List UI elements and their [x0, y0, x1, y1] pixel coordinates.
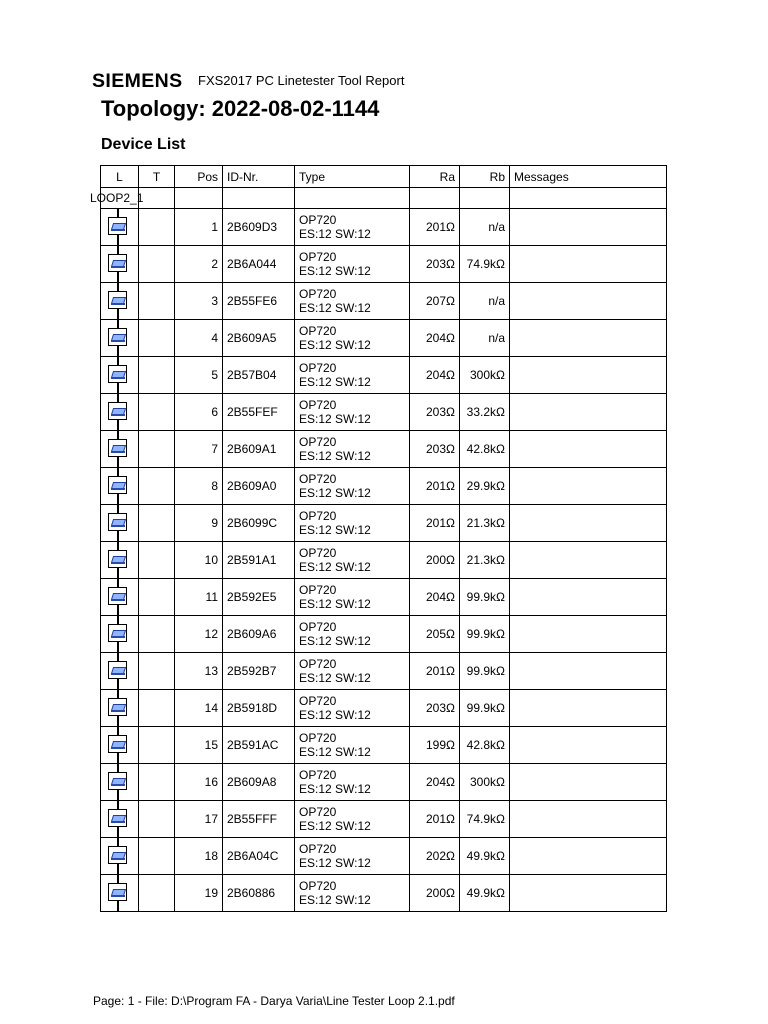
- pos-cell: 14: [175, 690, 223, 727]
- table-row: [101, 690, 667, 727]
- device-icon: [108, 365, 127, 383]
- ra-cell: 204Ω: [410, 764, 460, 801]
- ra-cell: 201Ω: [410, 801, 460, 838]
- id-cell: 2B591A1: [223, 542, 295, 579]
- pos-cell: 7: [175, 431, 223, 468]
- rb-cell: 49.9kΩ: [460, 838, 510, 875]
- ra-cell: 201Ω: [410, 209, 460, 246]
- device-icon: [108, 476, 127, 494]
- loop-line-cell: [101, 394, 139, 431]
- ra-cell: 201Ω: [410, 505, 460, 542]
- table-row: [101, 431, 667, 468]
- type-version: ES:12 SW:12: [299, 264, 371, 278]
- column-header: Ra: [410, 166, 460, 188]
- ra-cell: 203Ω: [410, 246, 460, 283]
- pos-cell: 13: [175, 653, 223, 690]
- type-cell: [295, 616, 410, 653]
- table-row: [101, 283, 667, 320]
- loop-line-cell: [101, 875, 139, 912]
- ra-cell: 204Ω: [410, 579, 460, 616]
- device-icon: [108, 254, 127, 272]
- type-name: OP720: [299, 435, 337, 449]
- type-version: ES:12 SW:12: [299, 597, 371, 611]
- rb-cell: n/a: [460, 283, 510, 320]
- message-cell: [510, 838, 667, 875]
- type-name: OP720: [299, 546, 337, 560]
- type-name: OP720: [299, 731, 337, 745]
- type-cell: [295, 283, 410, 320]
- rb-cell: 99.9kΩ: [460, 690, 510, 727]
- rb-cell: 300kΩ: [460, 357, 510, 394]
- t-cell: [139, 616, 175, 653]
- type-cell: [295, 801, 410, 838]
- pos-cell: 1: [175, 209, 223, 246]
- t-cell: [139, 394, 175, 431]
- device-icon: [108, 661, 127, 679]
- rb-cell: 99.9kΩ: [460, 616, 510, 653]
- type-name: OP720: [299, 324, 337, 338]
- pos-cell: 2: [175, 246, 223, 283]
- device-icon: [108, 513, 127, 531]
- message-cell: [510, 690, 667, 727]
- type-version: ES:12 SW:12: [299, 560, 371, 574]
- message-cell: [510, 505, 667, 542]
- message-cell: [510, 727, 667, 764]
- device-icon: [108, 698, 127, 716]
- message-cell: [510, 653, 667, 690]
- t-cell: [139, 764, 175, 801]
- message-cell: [510, 616, 667, 653]
- rb-cell: 74.9kΩ: [460, 801, 510, 838]
- device-icon: [108, 772, 127, 790]
- report-title: FXS2017 PC Linetester Tool Report: [198, 73, 405, 88]
- page-footer: Page: 1 - File: D:\Program FA - Darya Varia\Line Tester Loop 2.1.pdf: [93, 994, 455, 1008]
- ra-cell: 202Ω: [410, 838, 460, 875]
- type-version: ES:12 SW:12: [299, 856, 371, 870]
- device-icon: [108, 735, 127, 753]
- loop-row: [101, 188, 667, 209]
- table-row: [101, 764, 667, 801]
- rb-cell: 21.3kΩ: [460, 542, 510, 579]
- device-icon: [108, 809, 127, 827]
- rb-cell: 42.8kΩ: [460, 431, 510, 468]
- type-version: ES:12 SW:12: [299, 745, 371, 759]
- loop-line-cell: [101, 727, 139, 764]
- loop-line-cell: [101, 690, 139, 727]
- loop-line-cell: [101, 246, 139, 283]
- loop-cell: [90, 188, 144, 209]
- table-row: [101, 246, 667, 283]
- table-row: [101, 394, 667, 431]
- device-icon: [108, 328, 127, 346]
- table-row: [101, 838, 667, 875]
- ra-cell: 200Ω: [410, 542, 460, 579]
- empty-cell: [223, 188, 295, 209]
- column-header: Rb: [460, 166, 510, 188]
- empty-cell: [139, 188, 175, 209]
- ra-cell: 204Ω: [410, 320, 460, 357]
- rb-cell: 42.8kΩ: [460, 727, 510, 764]
- id-cell: 2B609A1: [223, 431, 295, 468]
- id-cell: 2B609A5: [223, 320, 295, 357]
- type-name: OP720: [299, 620, 337, 634]
- type-name: OP720: [299, 694, 337, 708]
- loop-line-cell: [101, 468, 139, 505]
- type-name: OP720: [299, 805, 337, 819]
- type-cell: [295, 875, 410, 912]
- pos-cell: 15: [175, 727, 223, 764]
- type-name: OP720: [299, 361, 337, 375]
- empty-cell: [510, 188, 667, 209]
- type-cell: [295, 468, 410, 505]
- type-cell: [295, 727, 410, 764]
- type-version: ES:12 SW:12: [299, 819, 371, 833]
- id-cell: 2B591AC: [223, 727, 295, 764]
- device-icon: [108, 883, 127, 901]
- message-cell: [510, 801, 667, 838]
- message-cell: [510, 394, 667, 431]
- table-row: [101, 542, 667, 579]
- pos-cell: 12: [175, 616, 223, 653]
- type-cell: [295, 320, 410, 357]
- type-name: OP720: [299, 842, 337, 856]
- type-name: OP720: [299, 583, 337, 597]
- empty-cell: [410, 188, 460, 209]
- type-cell: [295, 209, 410, 246]
- message-cell: [510, 431, 667, 468]
- table-row: [101, 875, 667, 912]
- type-cell: [295, 690, 410, 727]
- type-cell: [295, 505, 410, 542]
- id-cell: 2B609A8: [223, 764, 295, 801]
- loop-line-cell: [101, 838, 139, 875]
- device-icon: [108, 846, 127, 864]
- table-row: [101, 505, 667, 542]
- t-cell: [139, 653, 175, 690]
- device-icon: [108, 402, 127, 420]
- id-cell: 2B6A04C: [223, 838, 295, 875]
- empty-cell: [295, 188, 410, 209]
- table-row: [101, 653, 667, 690]
- t-cell: [139, 838, 175, 875]
- type-version: ES:12 SW:12: [299, 338, 371, 352]
- table-row: [101, 209, 667, 246]
- message-cell: [510, 357, 667, 394]
- device-icon: [108, 291, 127, 309]
- t-cell: [139, 579, 175, 616]
- column-header: ID-Nr.: [223, 166, 295, 188]
- message-cell: [510, 579, 667, 616]
- pos-cell: 6: [175, 394, 223, 431]
- ra-cell: 207Ω: [410, 283, 460, 320]
- pos-cell: 16: [175, 764, 223, 801]
- device-icon: [108, 587, 127, 605]
- message-cell: [510, 320, 667, 357]
- device-icon: [108, 550, 127, 568]
- id-cell: 2B55FE6: [223, 283, 295, 320]
- message-cell: [510, 209, 667, 246]
- rb-cell: 33.2kΩ: [460, 394, 510, 431]
- pos-cell: 10: [175, 542, 223, 579]
- pos-cell: 19: [175, 875, 223, 912]
- pos-cell: 4: [175, 320, 223, 357]
- type-name: OP720: [299, 657, 337, 671]
- pos-cell: 5: [175, 357, 223, 394]
- type-name: OP720: [299, 472, 337, 486]
- loop-line-cell: [101, 283, 139, 320]
- t-cell: [139, 320, 175, 357]
- type-name: OP720: [299, 879, 337, 893]
- rb-cell: n/a: [460, 209, 510, 246]
- loop-line-cell: [101, 801, 139, 838]
- t-cell: [139, 505, 175, 542]
- id-cell: 2B609A0: [223, 468, 295, 505]
- t-cell: [139, 283, 175, 320]
- type-cell: [295, 653, 410, 690]
- rb-cell: 49.9kΩ: [460, 875, 510, 912]
- table-header-row: [101, 166, 667, 188]
- type-version: ES:12 SW:12: [299, 708, 371, 722]
- device-icon: [108, 624, 127, 642]
- loop-line-cell: [101, 505, 139, 542]
- message-cell: [510, 283, 667, 320]
- table-row: [101, 357, 667, 394]
- id-cell: 2B592B7: [223, 653, 295, 690]
- t-cell: [139, 431, 175, 468]
- ra-cell: 203Ω: [410, 394, 460, 431]
- type-cell: [295, 542, 410, 579]
- t-cell: [139, 727, 175, 764]
- loop-line-cell: [101, 320, 139, 357]
- ra-cell: 204Ω: [410, 357, 460, 394]
- type-name: OP720: [299, 768, 337, 782]
- message-cell: [510, 246, 667, 283]
- t-cell: [139, 690, 175, 727]
- id-cell: 2B55FEF: [223, 394, 295, 431]
- t-cell: [139, 357, 175, 394]
- column-header: Messages: [510, 166, 667, 188]
- table-row: [101, 468, 667, 505]
- loop-line-cell: [101, 431, 139, 468]
- table-row: [101, 801, 667, 838]
- message-cell: [510, 875, 667, 912]
- type-version: ES:12 SW:12: [299, 634, 371, 648]
- message-cell: [510, 764, 667, 801]
- type-cell: [295, 579, 410, 616]
- type-version: ES:12 SW:12: [299, 301, 371, 315]
- device-list-table: [90, 165, 667, 912]
- type-version: ES:12 SW:12: [299, 227, 371, 241]
- pos-cell: 17: [175, 801, 223, 838]
- pos-cell: 9: [175, 505, 223, 542]
- type-version: ES:12 SW:12: [299, 782, 371, 796]
- t-cell: [139, 209, 175, 246]
- rb-cell: 99.9kΩ: [460, 653, 510, 690]
- empty-cell: [175, 188, 223, 209]
- ra-cell: 201Ω: [410, 468, 460, 505]
- id-cell: 2B6099C: [223, 505, 295, 542]
- t-cell: [139, 246, 175, 283]
- id-cell: 2B609A6: [223, 616, 295, 653]
- type-version: ES:12 SW:12: [299, 412, 371, 426]
- ra-cell: 199Ω: [410, 727, 460, 764]
- type-cell: [295, 357, 410, 394]
- type-name: OP720: [299, 213, 337, 227]
- device-icon: [108, 439, 127, 457]
- siemens-logo: SIEMENS: [92, 70, 183, 92]
- type-cell: [295, 431, 410, 468]
- id-cell: 2B592E5: [223, 579, 295, 616]
- pos-cell: 3: [175, 283, 223, 320]
- t-cell: [139, 542, 175, 579]
- rb-cell: 74.9kΩ: [460, 246, 510, 283]
- type-cell: [295, 838, 410, 875]
- empty-cell: [460, 188, 510, 209]
- section-title: Device List: [101, 136, 186, 153]
- table-row: [101, 616, 667, 653]
- loop-line-cell: [101, 764, 139, 801]
- loop-line-cell: [101, 209, 139, 246]
- type-version: ES:12 SW:12: [299, 893, 371, 907]
- type-name: OP720: [299, 509, 337, 523]
- table-row: [101, 579, 667, 616]
- type-name: OP720: [299, 398, 337, 412]
- type-version: ES:12 SW:12: [299, 375, 371, 389]
- loop-line-cell: [101, 542, 139, 579]
- message-cell: [510, 468, 667, 505]
- table-row: [101, 727, 667, 764]
- id-cell: 2B6A044: [223, 246, 295, 283]
- pos-cell: 11: [175, 579, 223, 616]
- column-header: L: [101, 166, 139, 188]
- id-cell: 2B5918D: [223, 690, 295, 727]
- loop-line-cell: [101, 579, 139, 616]
- table-row: [101, 320, 667, 357]
- pos-cell: 8: [175, 468, 223, 505]
- rb-cell: 300kΩ: [460, 764, 510, 801]
- t-cell: [139, 801, 175, 838]
- ra-cell: 200Ω: [410, 875, 460, 912]
- ra-cell: 205Ω: [410, 616, 460, 653]
- t-cell: [139, 468, 175, 505]
- id-cell: 2B609D3: [223, 209, 295, 246]
- type-name: OP720: [299, 287, 337, 301]
- id-cell: 2B60886: [223, 875, 295, 912]
- loop-line-cell: [101, 357, 139, 394]
- column-header: Type: [295, 166, 410, 188]
- rb-cell: 29.9kΩ: [460, 468, 510, 505]
- type-version: ES:12 SW:12: [299, 523, 371, 537]
- device-icon: [108, 217, 127, 235]
- type-name: OP720: [299, 250, 337, 264]
- type-cell: [295, 394, 410, 431]
- type-version: ES:12 SW:12: [299, 671, 371, 685]
- pos-cell: 18: [175, 838, 223, 875]
- type-cell: [295, 246, 410, 283]
- ra-cell: 203Ω: [410, 690, 460, 727]
- type-version: ES:12 SW:12: [299, 486, 371, 500]
- rb-cell: n/a: [460, 320, 510, 357]
- id-cell: 2B57B04: [223, 357, 295, 394]
- loop-label: LOOP2_1: [90, 191, 144, 205]
- page-title: Topology: 2022-08-02-1144: [101, 96, 380, 121]
- ra-cell: 201Ω: [410, 653, 460, 690]
- ra-cell: 203Ω: [410, 431, 460, 468]
- loop-line-cell: [101, 616, 139, 653]
- id-cell: 2B55FFF: [223, 801, 295, 838]
- type-version: ES:12 SW:12: [299, 449, 371, 463]
- message-cell: [510, 542, 667, 579]
- column-header: T: [139, 166, 175, 188]
- rb-cell: 21.3kΩ: [460, 505, 510, 542]
- type-cell: [295, 764, 410, 801]
- loop-line-cell: [101, 653, 139, 690]
- t-cell: [139, 875, 175, 912]
- column-header: Pos: [175, 166, 223, 188]
- rb-cell: 99.9kΩ: [460, 579, 510, 616]
